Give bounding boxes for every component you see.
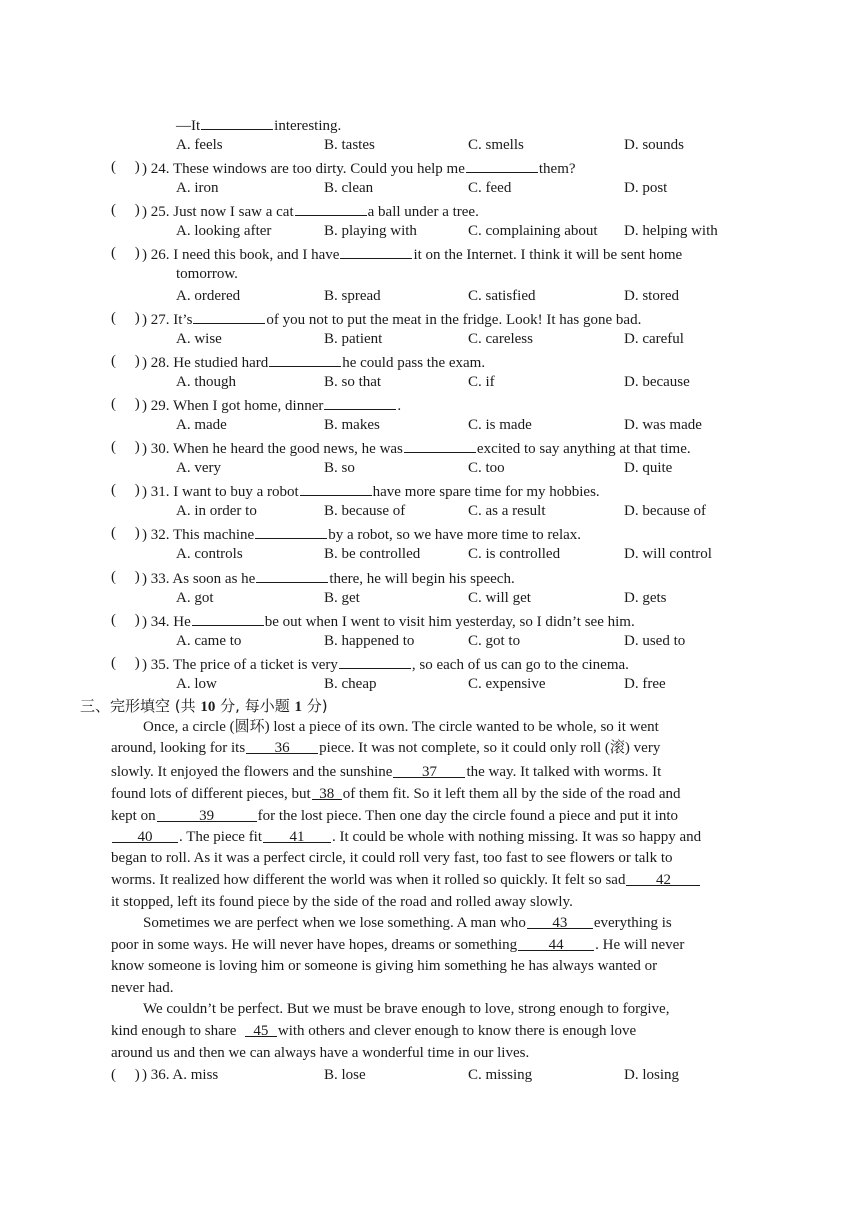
question-25-options [0,221,860,241]
blank [193,308,265,324]
blank-45: 45 [245,1021,277,1037]
question-31-stem: ( ) ) 31. I want to buy a robot have more spare time for my hobbies. [111,482,600,500]
option-c: C. missing [468,1067,533,1083]
option-a: A. made [176,417,227,433]
option-d: D. stored [624,288,679,304]
option-b: B. because of [324,503,406,519]
question-27-options [0,329,860,349]
option-d: D. will control [624,546,712,562]
option-d: D. free [624,676,666,692]
option-a: A. iron [176,180,219,196]
answer-paren[interactable]: ( ) [111,482,140,498]
option-d: D. quite [624,460,673,476]
option-c: C. too [468,460,505,476]
option-c: C. feed [468,180,512,196]
option-b: B. so [324,460,355,476]
blank-38: 38 [312,784,342,800]
section-3-title: 三、完形填空 (共 10 分, 每小题 1 分) [80,697,328,715]
question-30-options [0,458,860,478]
option-c: C. is controlled [468,546,561,562]
question-24-stem: ( ) ) 24. These windows are too dirty. Could you help me them? [111,159,576,177]
option-c: C. expensive [468,676,546,692]
passage-line: We couldn’t be perfect. But we must be brave enough to love, strong enough to forgive, [143,1001,670,1017]
option-a: A. ordered [176,288,241,304]
blank [201,114,273,130]
answer-paren[interactable]: ( ) [111,439,140,455]
option-d: D. gets [624,590,667,606]
answer-paren[interactable]: ( ) [111,202,140,218]
question-36: ( ) ) 36. A. miss B. lose C. missing D. losing [111,1067,680,1083]
question-35-stem: ( ) ) 35. The price of a ticket is very , so each of us can go to the cinema. [111,655,629,673]
option-a: A. though [176,374,236,390]
option-a: A. very [176,460,221,476]
blank-42: 42 [626,870,700,886]
question-35-options [0,674,860,694]
option-c: C. satisfied [468,288,536,304]
blank [466,157,538,173]
blank-37: 37 [393,762,465,778]
question-33-stem: ( ) ) 33. As soon as he there, he will begin his speech. [111,569,515,587]
answer-paren[interactable]: ( ) [111,569,140,585]
question-29-options [0,415,860,435]
blank-36: 36 [246,738,318,754]
option-b: B. cheap [324,676,377,692]
blank [255,523,327,539]
option-b: B. spread [324,288,381,304]
blank [300,480,372,496]
question-27-stem: ( ) ) 27. It’s of you not to put the meat in the fridge. Look! It has gone bad. [111,310,642,328]
question-26-stem: ( ) ) 26. I need this book, and I have it on the Internet. I think it will be sent home [111,245,683,263]
option-d: D. used to [624,633,686,649]
option-b: B. so that [324,374,382,390]
question-26-options [0,286,860,306]
question-26-stem-continued: tomorrow. [176,266,238,282]
passage-line: never had. [111,980,174,996]
option-d: D. losing [624,1067,680,1083]
option-d: D. post [624,180,668,196]
option-c: C. if [468,374,495,390]
passage-line: found lots of different pieces, but 38 of them fit. So it left them all by the side of the road and [111,786,681,802]
option-d: D. helping with [624,223,718,239]
blank-41: 41 [263,827,331,843]
option-d: D. careful [624,331,684,347]
answer-paren[interactable]: ( ) [111,612,140,628]
question-28-stem: ( ) ) 28. He studied hard he could pass the exam. [111,353,486,371]
question-34-stem: ( ) ) 34. He be out when I went to visit him yesterday, so I didn’t see him. [111,612,635,630]
option-a: A. came to [176,633,242,649]
passage-line: kind enough to share 45 with others and clever enough to know there is enough love [111,1023,637,1039]
option-b: B. tastes [324,137,375,153]
question-32-options [0,544,860,564]
answer-paren[interactable]: ( ) [111,525,140,541]
question-29-stem: ( ) ) 29. When I got home, dinner . [111,396,402,414]
question-31-options [0,501,860,521]
question-32-stem: ( ) ) 32. This machine by a robot, so we have more time to relax. [111,525,582,543]
blank-40: 40 [112,827,178,843]
blank [324,394,396,410]
question-25-stem: ( ) ) 25. Just now I saw a cat a ball under a tree. [111,202,479,220]
answer-paren[interactable]: ( ) [111,310,140,326]
option-a: A. looking after [176,223,272,239]
blank [339,653,411,669]
option-a: A. wise [176,331,222,347]
option-b: B. playing with [324,223,417,239]
blank-39: 39 [157,806,257,822]
passage-line: around us and then we can always have a wonderful time in our lives. [111,1045,530,1061]
passage-line: know someone is loving him or someone is giving him something he has always wanted or [111,958,658,974]
blank-43: 43 [527,913,593,929]
question-34-options [0,631,860,651]
option-d: D. sounds [624,137,685,153]
option-d: D. was made [624,417,702,433]
option-c: C. complaining about [468,223,598,239]
blank-44: 44 [518,935,594,951]
option-c: C. as a result [468,503,546,519]
option-b: B. makes [324,417,380,433]
blank [295,200,367,216]
passage-line: around, looking for its 36 piece. It was not complete, so it could only roll (滚) very [111,740,661,756]
option-a: A. in order to [176,503,257,519]
option-c: C. is made [468,417,532,433]
answer-paren[interactable]: ( ) [111,1067,140,1083]
answer-paren[interactable]: ( ) [111,655,140,671]
option-b: B. clean [324,180,374,196]
option-a: A. low [176,676,217,692]
passage-line: it stopped, left its found piece by the side of the road and rolled away slowly. [111,894,573,910]
option-b: B. happened to [324,633,415,649]
option-d: D. because [624,374,690,390]
blank [269,351,341,367]
option-b: B. be controlled [324,546,421,562]
option-b: B. get [324,590,360,606]
answer-paren[interactable]: ( ) [111,245,140,261]
blank [256,567,328,583]
option-c: C. smells [468,137,524,153]
question-23-stem: —It interesting. [176,114,341,134]
passage-line: began to roll. As it was a perfect circle, it could roll very fast, too fast to see flowers or talk to [111,850,673,866]
question-24-options [0,178,860,198]
blank [404,437,476,453]
passage-line: 40 . The piece fit 41 . It could be whole with nothing missing. It was so happy and [111,827,701,847]
passage-line: worms. It realized how different the world was when it rolled so quickly. It felt so sad 42 [111,870,701,890]
passage-line: Sometimes we are perfect when we lose something. A man who 43 everything is [143,915,672,931]
option-d: D. because of [624,503,707,519]
question-23-options [0,135,860,155]
answer-paren[interactable]: ( ) [111,353,140,369]
option-c: C. careless [468,331,533,347]
passage-line: Once, a circle (圆环) lost a piece of its own. The circle wanted to be whole, so it went [143,719,659,735]
passage-line: poor in some ways. He will never have hopes, dreams or something 44 . He will never [111,937,685,953]
question-30-stem: ( ) ) 30. When he heard the good news, he was excited to say anything at that time. [111,439,691,457]
passage-line: kept on 39 for the lost piece. Then one day the circle found a piece and put it into [111,808,678,824]
option-c: C. got to [468,633,521,649]
blank [192,610,264,626]
passage-line: slowly. It enjoyed the flowers and the sunshine 37 the way. It talked with worms. It [111,764,662,780]
answer-paren[interactable]: ( ) [111,159,140,175]
option-a: A. feels [176,137,223,153]
blank [340,243,412,259]
option-a: A. got [176,590,214,606]
option-c: C. will get [468,590,531,606]
answer-paren[interactable]: ( ) [111,396,140,412]
option-a: A. controls [176,546,243,562]
question-28-options [0,372,860,392]
option-b: B. lose [324,1067,366,1083]
option-b: B. patient [324,331,383,347]
question-33-options [0,588,860,608]
